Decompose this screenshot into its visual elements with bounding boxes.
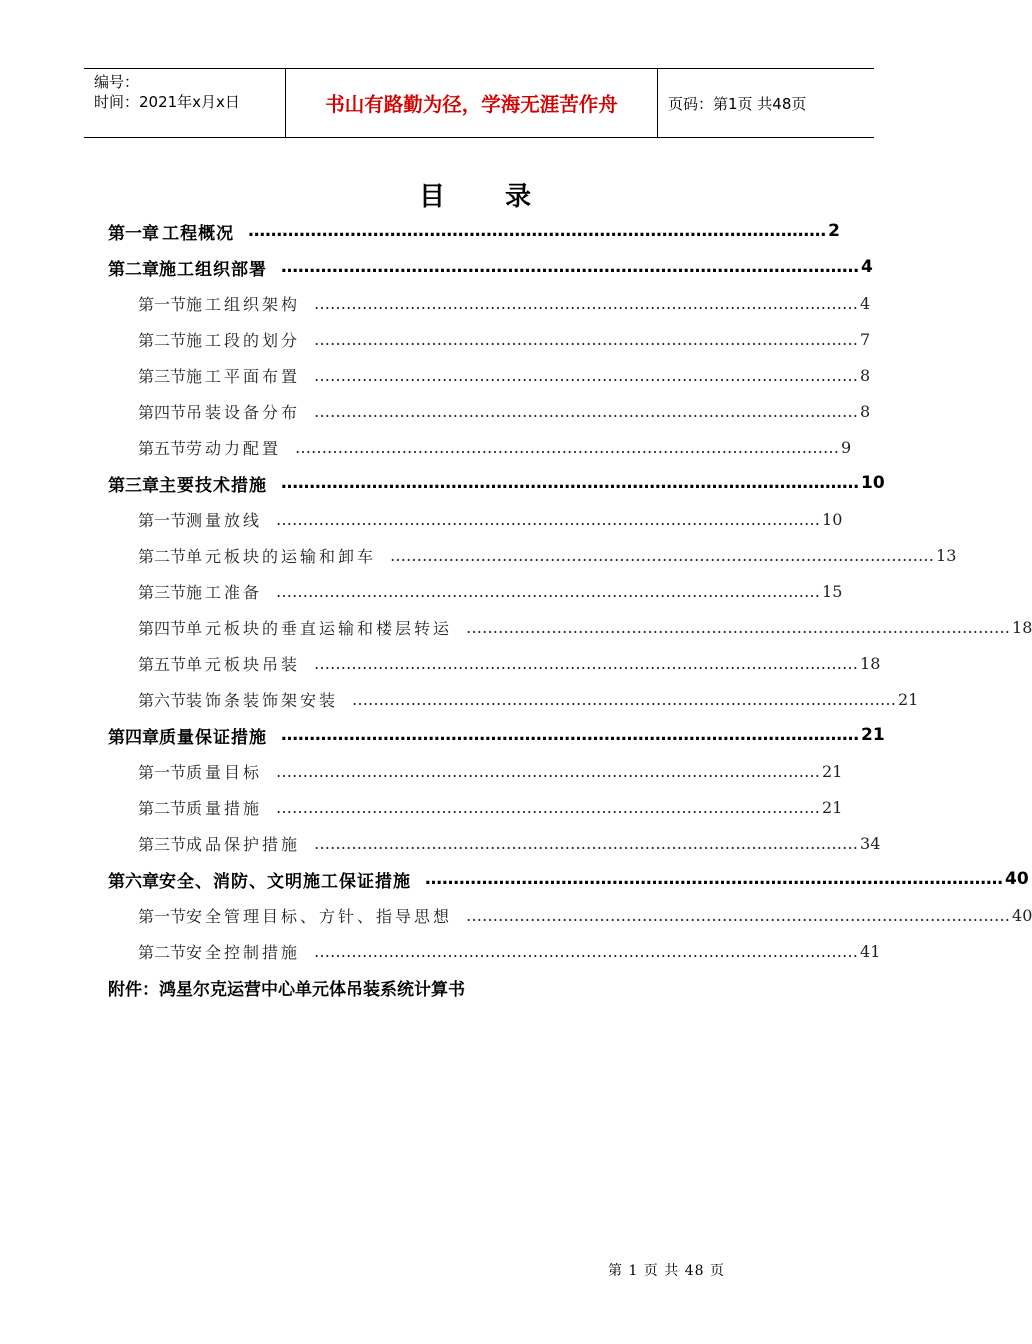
toc-entry-page: 10	[822, 509, 843, 529]
toc-entry-section[interactable]	[108, 285, 871, 321]
toc-title: 目录	[418, 182, 591, 212]
toc-dot-leader: …………………………………………………………………………………………	[314, 653, 859, 673]
toc-entry-title: 安全、消防、文明施工保证措施	[159, 871, 411, 892]
toc-entry-title: 测量放线	[186, 510, 263, 530]
toc-entry-page: 21	[898, 689, 919, 709]
toc-entry-number: 第三节	[138, 366, 187, 386]
toc-entry-page: 34	[860, 833, 881, 853]
toc-entry-page: 15	[822, 581, 843, 601]
toc-entry-number: 第六章	[108, 871, 159, 892]
header-page-number: 页码：第1页 共48页	[668, 94, 807, 113]
toc-entry-section[interactable]	[108, 753, 843, 789]
toc-entry-number: 第一节	[138, 906, 187, 926]
toc-entry-page: 4	[861, 257, 873, 277]
toc-entry-number: 第一章	[108, 223, 159, 244]
toc-entry-title: 劳动力配置	[186, 438, 282, 458]
toc-entry-section[interactable]	[108, 609, 1032, 645]
toc-dot-leader: …………………………………………………………………………………………	[276, 581, 821, 601]
page-header	[84, 68, 874, 138]
toc-entry-chapter[interactable]	[108, 717, 885, 753]
toc-dot-leader: …………………………………………………………………………………………	[314, 293, 859, 313]
toc-entry-title: 成品保护措施	[186, 834, 301, 854]
toc-entry-title: 施工组织架构	[186, 294, 301, 314]
toc-entry-page: 18	[860, 653, 881, 673]
toc-entry-section[interactable]	[108, 501, 843, 537]
toc-entry-page: 8	[860, 365, 871, 385]
toc-entry-section[interactable]	[108, 933, 881, 969]
toc-entry-page: 7	[860, 329, 871, 349]
toc-entry-section[interactable]	[108, 789, 843, 825]
toc-dot-leader: …………………………………………………………………………………………	[314, 365, 859, 385]
toc-entry-number: 第五节	[138, 654, 187, 674]
toc-dot-leader: …………………………………………………………………………………………	[276, 761, 821, 781]
date-label: 时间：2021年x月x日	[94, 93, 240, 111]
toc-entry-number: 第二节	[138, 942, 187, 962]
toc-entry-page: 2	[828, 221, 840, 241]
toc-entry-page: 21	[822, 761, 843, 781]
toc-entry-section[interactable]	[108, 825, 881, 861]
toc-entry-number: 第二节	[138, 798, 187, 818]
toc-entry-chapter[interactable]	[108, 249, 873, 285]
toc-entry-title: 装饰条装饰架安装	[186, 690, 339, 710]
toc-entry-page: 10	[861, 473, 885, 493]
toc-dot-leader: …………………………………………………………………………………………	[390, 545, 935, 565]
toc-entry-page: 21	[861, 725, 885, 745]
toc-dot-leader: …………………………………………………………………………………………	[276, 797, 821, 817]
toc-entry-title: 施工准备	[186, 582, 263, 602]
toc-entry-title: 安全控制措施	[186, 942, 301, 962]
toc-entry-page: 41	[860, 941, 881, 961]
toc-entry-section[interactable]	[108, 645, 881, 681]
toc-entry-section[interactable]	[108, 681, 919, 717]
toc-entry-title: 施工组织部署	[159, 259, 267, 280]
motto-text: 书山有路勤为径，学海无涯苦作舟	[325, 93, 618, 116]
toc-entry-title: 主要技术措施	[159, 475, 267, 496]
toc-entry-number: 第三节	[138, 582, 187, 602]
toc-entry-title: 质量措施	[186, 798, 263, 818]
toc-entry-number: 第五节	[138, 438, 187, 458]
toc-dot-leader: …………………………………………………………………………………………	[314, 941, 859, 961]
toc-entry-number: 第四章	[108, 727, 159, 748]
toc-entry-page: 9	[841, 437, 852, 457]
toc-entry-number: 第一节	[138, 294, 187, 314]
toc-entry-number: 第二章	[108, 259, 159, 280]
toc-dot-leader: …………………………………………………………………………………………	[314, 329, 859, 349]
toc-dot-leader: …………………………………………………………………………………………	[352, 689, 897, 709]
toc-entry-title: 吊装设备分布	[186, 402, 301, 422]
toc-entry-page: 40	[1005, 869, 1029, 889]
toc-entry-title: 工程概况	[162, 223, 235, 244]
header-motto-cell	[286, 69, 658, 137]
toc-entry-chapter[interactable]	[108, 861, 1029, 897]
toc-dot-leader: …………………………………………………………………………………………	[281, 257, 859, 277]
toc-appendix[interactable]	[108, 969, 840, 1005]
toc-appendix-title: 附件：鸿星尔克运营中心单元体吊装系统计算书	[108, 979, 465, 1000]
toc-entry-chapter[interactable]	[108, 213, 840, 249]
toc-entry-number: 第四节	[138, 402, 187, 422]
toc-entry-section[interactable]	[108, 573, 843, 609]
toc-entry-title: 质量保证措施	[159, 727, 267, 748]
toc-dot-leader: …………………………………………………………………………………………	[281, 725, 859, 745]
toc-dot-leader: …………………………………………………………………………………………	[466, 617, 1011, 637]
toc-dot-leader: …………………………………………………………………………………………	[425, 869, 1003, 889]
toc-entry-page: 4	[860, 293, 871, 313]
toc-entry-section[interactable]	[108, 357, 871, 393]
toc-entry-chapter[interactable]	[108, 465, 885, 501]
header-page-cell	[658, 69, 874, 137]
page-footer-number: 第 1 页 共 48 页	[608, 1263, 725, 1279]
toc-entry-section[interactable]	[108, 429, 852, 465]
toc-entry-title: 单元板块的垂直运输和楼层转运	[186, 618, 453, 638]
header-info-cell	[84, 69, 286, 137]
toc-entry-page: 21	[822, 797, 843, 817]
toc-dot-leader: …………………………………………………………………………………………	[314, 401, 859, 421]
toc-entry-page: 18	[1012, 617, 1032, 637]
toc-dot-leader: …………………………………………………………………………………………	[248, 221, 827, 241]
toc-entry-title: 施工平面布置	[186, 366, 301, 386]
toc-dot-leader: …………………………………………………………………………………………	[314, 833, 859, 853]
toc-entry-page: 40	[1012, 905, 1032, 925]
toc-entry-page: 8	[860, 401, 871, 421]
toc-entry-number: 第二节	[138, 330, 187, 350]
toc-entry-page: 13	[936, 545, 957, 565]
toc-entry-number: 第一节	[138, 510, 187, 530]
toc-dot-leader: …………………………………………………………………………………………	[276, 509, 821, 529]
toc-entry-title: 安全管理目标、方针、指导思想	[186, 906, 453, 926]
toc-entry-section[interactable]	[108, 537, 957, 573]
toc-entry-number: 第六节	[138, 690, 187, 710]
toc-entry-number: 第一节	[138, 762, 187, 782]
toc-entry-number: 第四节	[138, 618, 187, 638]
toc-entry-title: 施工段的划分	[186, 330, 301, 350]
toc-entry-title: 质量目标	[186, 762, 263, 782]
toc-entry-section[interactable]	[108, 897, 1032, 933]
toc-dot-leader: …………………………………………………………………………………………	[295, 437, 840, 457]
toc-entry-number: 第二节	[138, 546, 187, 566]
serial-number-label: 编号：	[94, 73, 140, 91]
toc-entry-section[interactable]	[108, 393, 871, 429]
toc-entry-section[interactable]	[108, 321, 871, 357]
toc-entry-title: 单元板块吊装	[186, 654, 301, 674]
toc-dot-leader: …………………………………………………………………………………………	[466, 905, 1011, 925]
toc-entry-title: 单元板块的运输和卸车	[186, 546, 377, 566]
toc-dot-leader: …………………………………………………………………………………………	[281, 473, 859, 493]
toc-entry-number: 第三章	[108, 475, 159, 496]
toc-entry-number: 第三节	[138, 834, 187, 854]
